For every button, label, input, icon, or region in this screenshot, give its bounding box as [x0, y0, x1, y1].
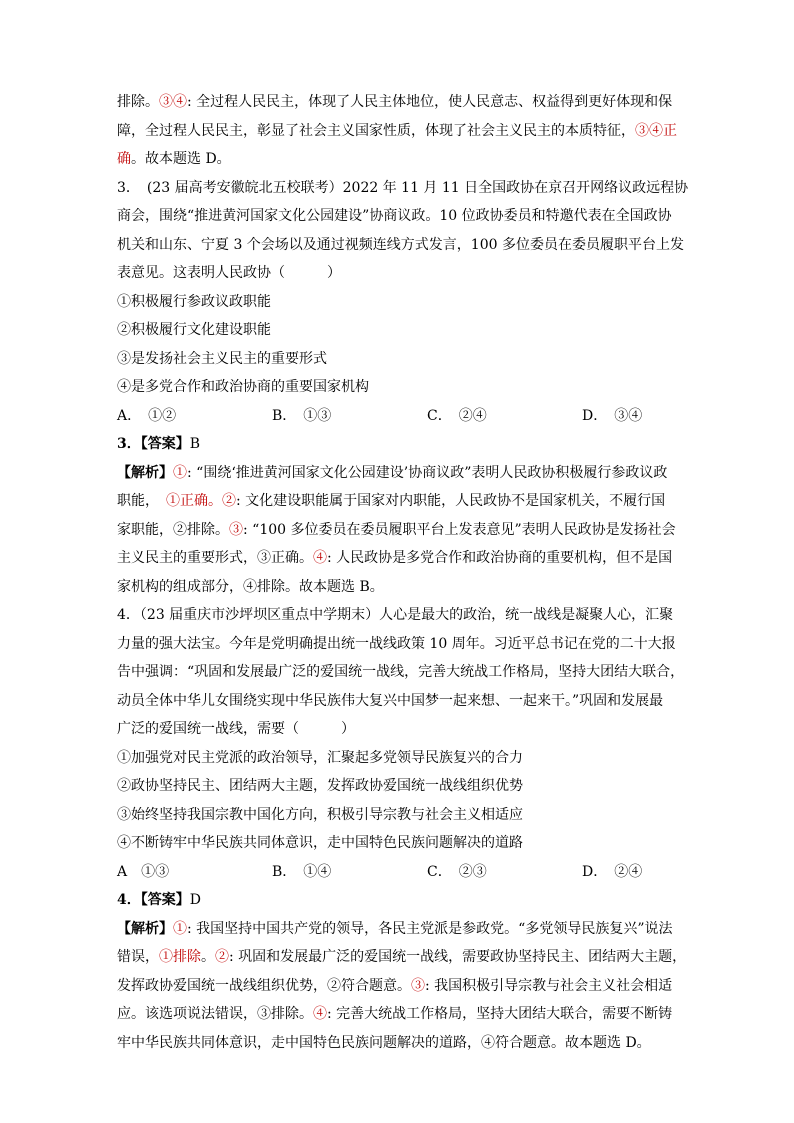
prev-analysis-line-3: 确。故本题选 D。 [117, 151, 231, 167]
q4-option-c: C． ②③ [427, 863, 487, 880]
q4-stem-line-1: 4．（23 届重庆市沙坪坝区重点中学期末）人心是最大的政治，统一战线是凝聚人心，汇聚 [117, 607, 674, 623]
q4-analysis-line-3: 发挥政协爱国统一战线组织优势，②符合题意。③: 我国积极引导宗教与社会主义社会相适 [117, 977, 673, 994]
q4-stem-line-2: 力量的强大法宝。今年是党明确提出统一战线政策 10 周年。习近平总书记在党的二十大报 [117, 635, 676, 652]
q4-item-2: ②政协坚持民主、团结两大主题，发挥政协爱国统一战线组织优势 [117, 778, 523, 794]
q3-analysis-line-1: 【解析】①: “围绕‘推进黄河国家文化公园建设’协商议政”表明人民政协积极履行参政议政 [117, 464, 668, 481]
q3-option-c: C． ②④ [427, 407, 487, 424]
q3-analysis-line-2: 职能， ①正确。②: 文化建设职能属于国家对内职能，人民政协不是国家机关，不履行国 [117, 493, 666, 509]
document-page [117, 88, 689, 1057]
q4-options [117, 858, 677, 887]
q4-item-3: ③始终坚持我国宗教中国化方向，积极引导宗教与社会主义相适应 [117, 806, 523, 823]
q4-stem-line-5: 广泛的爱国统一战线，需要（ ） [117, 721, 355, 737]
prev-analysis-line-2: 障，全过程人民民主，彰显了社会主义国家性质，体现了社会主义民主的本质特征，③④正 [117, 122, 677, 139]
q3-analysis-line-4: 主义民主的重要形式，③正确。④: 人民政协是多党合作和政治协商的重要机构，但不是国 [117, 550, 673, 566]
q4-answer: 4．【答案】D [117, 892, 201, 908]
q3-stem-line-2: 商会，围绕“推进黄河国家文化公园建设”协商议政。10 位政协委员和特邀代表在全国政协 [117, 208, 672, 224]
q4-analysis-line-2: 错误，①排除。②: 巩固和发展最广泛的爱国统一战线，需要政协坚持民主、团结两大主题， [117, 949, 687, 965]
q4-item-1: ①加强党对民主党派的政治领导，汇聚起多党领导民族复兴的合力 [117, 749, 523, 766]
q4-stem-line-4: 动员全体中华儿女围绕实现中华民族伟大复兴中国梦一起来想、一起来干。”巩固和发展最 [117, 692, 664, 709]
q3-stem-line-4: 表意见。这表明人民政协（ ） [117, 265, 341, 281]
q4-analysis-line-4: 应。该选项说法错误，③排除。④: 完善大统战工作格局，坚持大团结大联合，需要不断铸 [117, 1006, 673, 1022]
q3-analysis-line-3: 家职能，②排除。③: “100 多位委员在委员履职平台上发表意见”表明人民政协是发扬社会 [117, 521, 676, 538]
q4-option-a: A ①③ [117, 863, 170, 880]
q3-option-b: B． ①③ [272, 407, 332, 424]
q3-option-d: D． ③④ [582, 407, 643, 424]
q3-item-1: ①积极履行参政议政职能 [117, 293, 271, 310]
q3-stem-line-3: 机关和山东、宁夏 3 个会场以及通过视频连线方式发言，100 多位委员在委员履职平台上发 [117, 236, 684, 253]
q3-stem-line-1: 3． (23 届高考安徽皖北五校联考）2022 年 11 月 11 日全国政协在京召开网络议政远程协 [117, 179, 689, 196]
q3-answer: 3．【答案】B [117, 436, 201, 452]
q3-item-2: ②积极履行文化建设职能 [117, 322, 271, 338]
prev-analysis-line-1: 排除。③④: 全过程人民民主，体现了人民主体地位，使人民意志、权益得到更好体现和保 [117, 94, 673, 110]
q3-analysis-line-5: 家机构的组成部分，④排除。故本题选 B。 [117, 578, 384, 595]
q3-options [117, 402, 677, 431]
q4-option-b: B． ①④ [272, 863, 332, 880]
q3-item-3: ③是发扬社会主义民主的重要形式 [117, 350, 327, 367]
q4-option-d: D． ②④ [582, 863, 643, 880]
q4-analysis-line-1: 【解析】①: 我国坚持中国共产党的领导，各民主党派是参政党。“多党领导民族复兴”说法 [117, 920, 673, 937]
q4-analysis-line-5: 牢中华民族共同体意识，走中国特色民族问题解决的道路，④符合题意。故本题选 D。 [117, 1034, 651, 1051]
q3-option-a: A． ①② [117, 407, 177, 424]
q4-stem-line-3: 告中强调：“巩固和发展最广泛的爱国统一战线，完善大统战工作格局，坚持大团结大联合， [117, 664, 685, 680]
q3-item-4: ④是多党合作和政治协商的重要国家机构 [117, 379, 369, 395]
q4-item-4: ④不断铸牢中华民族共同体意识，走中国特色民族问题解决的道路 [117, 835, 523, 851]
